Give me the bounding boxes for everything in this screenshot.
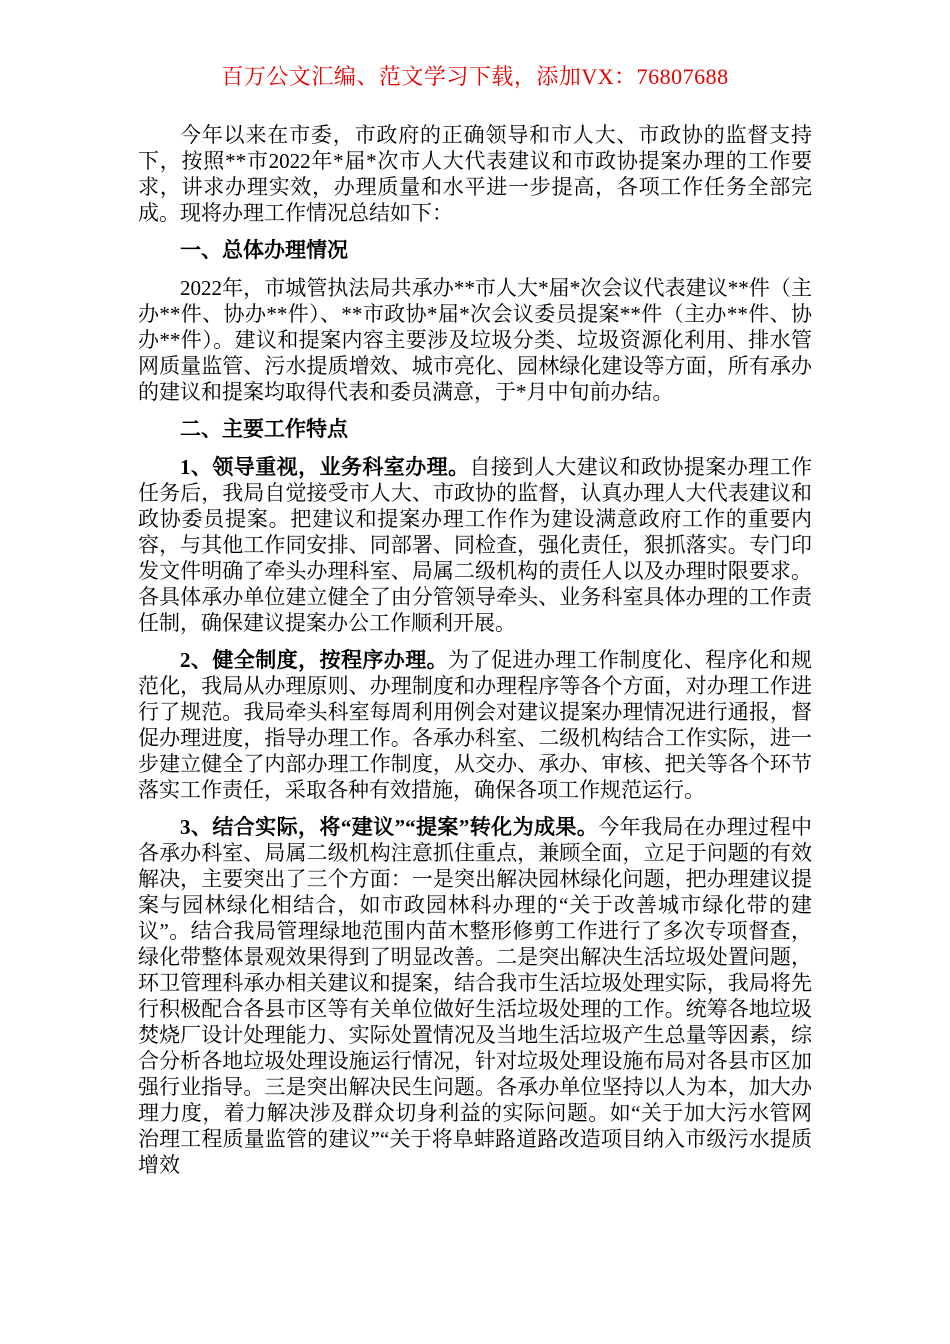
- paragraph-intro: 今年以来在市委，市政府的正确领导和市人大、市政协的监督支持下，按照**市2022年*届*次市人大代表建议和市政协提案办理的工作要求，讲求办理实效，办理质量和水平进一步提高，各项工作任务全部完成。现将办理工作情况总结如下：: [138, 123, 812, 225]
- document-content: [138, 122, 812, 1178]
- paragraph-point-1: [138, 454, 812, 636]
- point-3-lead: 3、结合实际，将“建议”“提案”转化为成果。: [180, 815, 599, 839]
- section-heading-2: 二、主要工作特点: [180, 417, 348, 441]
- paragraph-overview: 2022年，市城管执法局共承办**市人大*届*次会议代表建议**件（主办**件、协办**件）、**市政协*届*次会议委员提案**件（主办**件、协办**件）。建议和提案内容主要涉及垃圾分类、垃圾资源化利用、排水管网质量监管、污水提质增效、城市亮化、园林绿化建设等方面，所有承办的建议和提案均取得代表和委员满意，于*月中旬前办结。: [138, 276, 812, 404]
- paragraph-point-2: [138, 647, 812, 803]
- point-1-lead: 1、领导重视，业务科室办理。: [180, 455, 470, 479]
- paragraph-point-3: [138, 814, 812, 1178]
- point-1-body: 自接到人大建议和政协提案办理工作任务后，我局自觉接受市人大、市政协的监督，认真办理人大代表建议和政协委员提案。把建议和提案办理工作作为建设满意政府工作的重要内容，与其他工作同安排、同部署、同检查，强化责任，狠抓落实。专门印发文件明确了牵头办理科室、局属二级机构的责任人以及办理时限要求。各具体承办单位建立健全了由分管领导牵头、业务科室具体办理的工作责任制，确保建议提案办公工作顺利开展。: [138, 455, 813, 635]
- point-2-body: 为了促进办理工作制度化、程序化和规范化，我局从办理原则、办理制度和办理程序等各个方面，对办理工作进行了规范。我局牵头科室每周利用例会对建议提案办理情况进行通报，督促办理进度，指导办理工作。各承办科室、二级机构结合工作实际，进一步建立健全了内部办理工作制度，从交办、承办、审核、把关等各个环节落实工作责任，采取各种有效措施，确保各项工作规范运行。: [138, 648, 813, 802]
- point-2-lead: 2、健全制度，按程序办理。: [180, 648, 449, 672]
- point-3-body: 今年我局在办理过程中各承办科室、局属二级机构注意抓住重点，兼顾全面，立足于问题的有效解决，主要突出了三个方面：一是突出解决园林绿化问题，把办理建议提案与园林绿化相结合，如市政园林科办理的“关于改善城市绿化带的建议”。结合我局管理绿地范围内苗木整形修剪工作进行了多次专项督查，绿化带整体景观效果得到了明显改善。二是突出解决生活垃圾处置问题，环卫管理科承办相关建议和提案，结合我市生活垃圾处理实际，我局将先行积极配合各县市区等有关单位做好生活垃圾处理的工作。统筹各地垃圾焚烧厂设计处理能力、实际处置情况及当地生活垃圾产生总量等因素，综合分析各地垃圾处理设施运行情况，针对垃圾处理设施布局对各县市区加强行业指导。三是突出解决民生问题。各承办单位坚持以人为本，加大办理力度，着力解决涉及群众切身利益的实际问题。如“关于加大污水管网治理工程质量监管的建议”“关于将阜蚌路道路改造项目纳入市级污水提质增效: [138, 815, 812, 1177]
- section-heading-1: 一、总体办理情况: [180, 238, 348, 262]
- promo-banner: 百万公文汇编、范文学习下载，添加VX：76807688: [221, 64, 729, 89]
